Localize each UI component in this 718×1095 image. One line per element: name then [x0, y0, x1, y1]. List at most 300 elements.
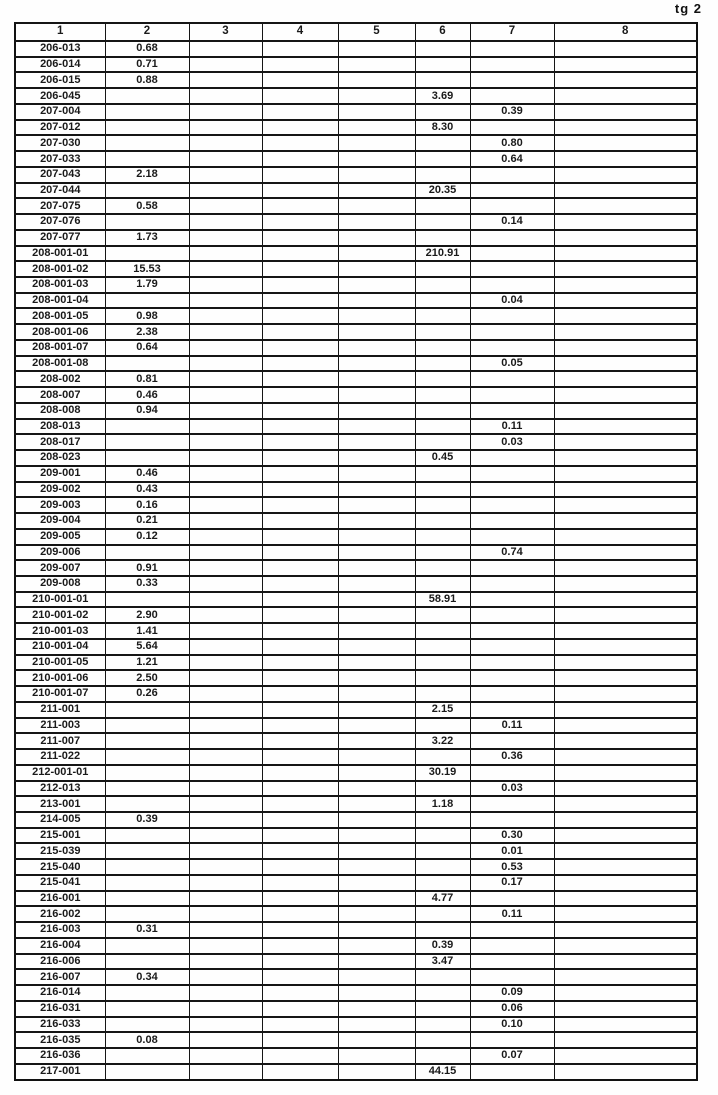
value-cell — [189, 592, 262, 608]
row-id-cell: 207-012 — [15, 120, 105, 136]
value-cell — [470, 230, 554, 246]
value-cell — [338, 639, 415, 655]
value-cell — [415, 781, 470, 797]
column-header: 1 — [15, 23, 105, 41]
table-header — [15, 23, 697, 41]
value-cell: 1.41 — [105, 623, 189, 639]
value-cell — [415, 749, 470, 765]
value-cell — [415, 466, 470, 482]
value-cell — [338, 261, 415, 277]
value-cell: 0.68 — [105, 41, 189, 57]
value-cell — [189, 686, 262, 702]
table-row — [15, 592, 697, 608]
value-cell — [554, 246, 697, 262]
value-cell — [470, 120, 554, 136]
table-row — [15, 812, 697, 828]
value-cell — [262, 906, 338, 922]
value-cell: 0.11 — [470, 718, 554, 734]
value-cell — [189, 954, 262, 970]
value-cell — [189, 340, 262, 356]
row-id-cell: 209-004 — [15, 513, 105, 529]
value-cell — [470, 482, 554, 498]
value-cell — [415, 560, 470, 576]
value-cell — [415, 41, 470, 57]
table-row — [15, 293, 697, 309]
value-cell — [415, 529, 470, 545]
value-cell — [470, 1032, 554, 1048]
value-cell — [338, 607, 415, 623]
value-cell: 0.12 — [105, 529, 189, 545]
value-cell — [554, 466, 697, 482]
value-cell — [262, 88, 338, 104]
value-cell — [338, 828, 415, 844]
value-cell — [105, 859, 189, 875]
value-cell — [554, 749, 697, 765]
value-cell — [262, 387, 338, 403]
table-row — [15, 718, 697, 734]
value-cell — [105, 1064, 189, 1080]
value-cell — [470, 922, 554, 938]
value-cell — [262, 167, 338, 183]
value-cell — [470, 41, 554, 57]
column-header: 7 — [470, 23, 554, 41]
value-cell — [105, 891, 189, 907]
row-id-cell: 216-033 — [15, 1017, 105, 1033]
table-row — [15, 875, 697, 891]
value-cell — [415, 72, 470, 88]
value-cell — [105, 545, 189, 561]
value-cell — [554, 497, 697, 513]
value-cell — [262, 859, 338, 875]
value-cell — [189, 308, 262, 324]
value-cell — [189, 356, 262, 372]
row-id-cell: 211-003 — [15, 718, 105, 734]
value-cell: 0.46 — [105, 387, 189, 403]
value-cell — [105, 954, 189, 970]
value-cell — [189, 41, 262, 57]
column-header: 3 — [189, 23, 262, 41]
value-cell — [189, 450, 262, 466]
value-cell — [554, 356, 697, 372]
table-row — [15, 891, 697, 907]
value-cell — [554, 906, 697, 922]
value-cell — [105, 293, 189, 309]
table-row — [15, 466, 697, 482]
value-cell — [262, 57, 338, 73]
value-cell — [105, 246, 189, 262]
value-cell: 0.98 — [105, 308, 189, 324]
table-row — [15, 403, 697, 419]
value-cell — [415, 545, 470, 561]
value-cell — [470, 72, 554, 88]
table-row — [15, 545, 697, 561]
value-cell — [415, 135, 470, 151]
value-cell — [105, 702, 189, 718]
table-row — [15, 985, 697, 1001]
value-cell — [415, 859, 470, 875]
value-cell: 0.74 — [470, 545, 554, 561]
value-cell — [470, 576, 554, 592]
table-row — [15, 702, 697, 718]
value-cell: 0.26 — [105, 686, 189, 702]
table-row — [15, 261, 697, 277]
value-cell — [262, 891, 338, 907]
value-cell — [262, 324, 338, 340]
value-cell — [189, 891, 262, 907]
value-cell — [470, 183, 554, 199]
value-cell — [189, 765, 262, 781]
value-cell — [189, 387, 262, 403]
row-id-cell: 209-001 — [15, 466, 105, 482]
value-cell — [415, 812, 470, 828]
value-cell — [554, 765, 697, 781]
value-cell — [554, 88, 697, 104]
value-cell — [470, 466, 554, 482]
table-row — [15, 1017, 697, 1033]
value-cell — [470, 954, 554, 970]
value-cell — [554, 781, 697, 797]
table-row — [15, 765, 697, 781]
table-row — [15, 828, 697, 844]
row-id-cell: 215-001 — [15, 828, 105, 844]
value-cell — [470, 607, 554, 623]
value-cell — [470, 261, 554, 277]
value-cell — [262, 670, 338, 686]
value-cell — [189, 922, 262, 938]
value-cell — [415, 639, 470, 655]
value-cell: 0.10 — [470, 1017, 554, 1033]
value-cell — [554, 167, 697, 183]
value-cell: 0.39 — [105, 812, 189, 828]
value-cell — [189, 812, 262, 828]
value-cell: 0.34 — [105, 969, 189, 985]
value-cell — [262, 623, 338, 639]
value-cell — [189, 1032, 262, 1048]
value-cell — [415, 1001, 470, 1017]
value-cell — [105, 733, 189, 749]
table-row — [15, 214, 697, 230]
value-cell — [262, 120, 338, 136]
value-cell — [554, 718, 697, 734]
value-cell — [338, 246, 415, 262]
value-cell — [554, 828, 697, 844]
value-cell — [415, 324, 470, 340]
value-cell — [189, 513, 262, 529]
row-id-cell: 216-002 — [15, 906, 105, 922]
row-id-cell: 208-001-05 — [15, 308, 105, 324]
value-cell — [470, 88, 554, 104]
value-cell — [338, 749, 415, 765]
value-cell — [262, 1017, 338, 1033]
value-cell — [189, 906, 262, 922]
table-row — [15, 57, 697, 73]
value-cell: 2.50 — [105, 670, 189, 686]
value-cell — [415, 434, 470, 450]
value-cell: 0.11 — [470, 906, 554, 922]
value-cell — [470, 340, 554, 356]
value-cell — [470, 623, 554, 639]
value-cell — [262, 812, 338, 828]
table-row — [15, 230, 697, 246]
value-cell: 3.22 — [415, 733, 470, 749]
row-id-cell: 207-004 — [15, 104, 105, 120]
value-cell — [554, 702, 697, 718]
value-cell — [415, 356, 470, 372]
value-cell: 2.15 — [415, 702, 470, 718]
value-cell — [105, 434, 189, 450]
value-cell — [470, 560, 554, 576]
value-cell — [189, 781, 262, 797]
value-cell — [415, 607, 470, 623]
value-cell — [338, 560, 415, 576]
row-id-cell: 212-013 — [15, 781, 105, 797]
value-cell — [415, 686, 470, 702]
table-row — [15, 371, 697, 387]
value-cell — [338, 72, 415, 88]
value-cell — [470, 167, 554, 183]
value-cell — [338, 529, 415, 545]
value-cell — [554, 891, 697, 907]
value-cell: 0.17 — [470, 875, 554, 891]
value-cell — [189, 828, 262, 844]
value-cell: 0.07 — [470, 1048, 554, 1064]
row-id-cell: 208-001-03 — [15, 277, 105, 293]
value-cell — [554, 859, 697, 875]
value-cell — [415, 828, 470, 844]
value-cell — [554, 513, 697, 529]
table-row — [15, 308, 697, 324]
value-cell — [262, 41, 338, 57]
value-cell — [338, 891, 415, 907]
row-id-cell: 209-005 — [15, 529, 105, 545]
row-id-cell: 210-001-01 — [15, 592, 105, 608]
table-row — [15, 639, 697, 655]
value-cell — [415, 1048, 470, 1064]
value-cell — [338, 324, 415, 340]
value-cell: 0.31 — [105, 922, 189, 938]
value-cell — [189, 466, 262, 482]
value-cell — [262, 922, 338, 938]
table-row — [15, 497, 697, 513]
value-cell — [470, 450, 554, 466]
table-row — [15, 749, 697, 765]
value-cell — [470, 639, 554, 655]
value-cell — [262, 639, 338, 655]
value-cell — [554, 812, 697, 828]
value-cell — [338, 167, 415, 183]
row-id-cell: 216-001 — [15, 891, 105, 907]
value-cell — [189, 120, 262, 136]
row-id-cell: 211-022 — [15, 749, 105, 765]
value-cell: 0.36 — [470, 749, 554, 765]
value-cell — [189, 72, 262, 88]
value-cell: 2.18 — [105, 167, 189, 183]
value-cell — [554, 686, 697, 702]
value-cell — [415, 293, 470, 309]
table-row — [15, 340, 697, 356]
value-cell — [338, 183, 415, 199]
table-row — [15, 906, 697, 922]
value-cell — [105, 718, 189, 734]
value-cell — [554, 969, 697, 985]
value-cell — [470, 198, 554, 214]
value-cell: 0.33 — [105, 576, 189, 592]
value-cell — [189, 655, 262, 671]
value-cell — [189, 733, 262, 749]
value-cell — [338, 403, 415, 419]
value-cell — [105, 419, 189, 435]
value-cell — [470, 686, 554, 702]
row-id-cell: 208-001-07 — [15, 340, 105, 356]
value-cell — [338, 655, 415, 671]
value-cell: 0.14 — [470, 214, 554, 230]
value-cell — [470, 938, 554, 954]
value-cell — [189, 261, 262, 277]
value-cell — [262, 104, 338, 120]
value-cell — [262, 576, 338, 592]
row-id-cell: 215-040 — [15, 859, 105, 875]
value-cell — [554, 198, 697, 214]
value-cell: 0.46 — [105, 466, 189, 482]
value-cell — [415, 718, 470, 734]
value-cell — [105, 592, 189, 608]
value-cell — [470, 246, 554, 262]
column-header: 6 — [415, 23, 470, 41]
value-cell — [554, 277, 697, 293]
value-cell — [189, 434, 262, 450]
value-cell — [338, 702, 415, 718]
value-cell — [189, 214, 262, 230]
value-cell: 0.81 — [105, 371, 189, 387]
value-cell — [262, 183, 338, 199]
table-row — [15, 387, 697, 403]
value-cell — [415, 1017, 470, 1033]
value-cell: 0.01 — [470, 843, 554, 859]
value-cell — [105, 88, 189, 104]
value-cell — [189, 1048, 262, 1064]
row-id-cell: 209-006 — [15, 545, 105, 561]
table-row — [15, 88, 697, 104]
row-id-cell: 209-008 — [15, 576, 105, 592]
table-row — [15, 419, 697, 435]
value-cell — [338, 419, 415, 435]
header-row — [15, 23, 697, 41]
value-cell — [262, 560, 338, 576]
value-cell — [262, 403, 338, 419]
value-cell — [415, 985, 470, 1001]
value-cell — [338, 1064, 415, 1080]
table-row — [15, 183, 697, 199]
value-cell — [338, 57, 415, 73]
value-cell — [189, 969, 262, 985]
value-cell — [262, 246, 338, 262]
value-cell — [415, 104, 470, 120]
row-id-cell: 216-035 — [15, 1032, 105, 1048]
value-cell — [415, 198, 470, 214]
value-cell — [189, 293, 262, 309]
value-cell — [554, 607, 697, 623]
table-row — [15, 623, 697, 639]
row-id-cell: 208-017 — [15, 434, 105, 450]
table-row — [15, 434, 697, 450]
value-cell — [189, 749, 262, 765]
value-cell — [189, 718, 262, 734]
value-cell — [338, 985, 415, 1001]
value-cell — [189, 482, 262, 498]
value-cell — [554, 340, 697, 356]
row-id-cell: 215-041 — [15, 875, 105, 891]
value-cell — [554, 482, 697, 498]
value-cell — [470, 1064, 554, 1080]
value-cell — [262, 781, 338, 797]
value-cell: 0.39 — [415, 938, 470, 954]
value-cell — [554, 371, 697, 387]
value-cell — [415, 906, 470, 922]
value-cell — [338, 812, 415, 828]
value-cell — [262, 497, 338, 513]
value-cell — [189, 104, 262, 120]
value-cell — [470, 497, 554, 513]
value-cell — [105, 796, 189, 812]
value-cell — [262, 1048, 338, 1064]
value-cell: 0.03 — [470, 781, 554, 797]
row-id-cell: 208-007 — [15, 387, 105, 403]
value-cell — [105, 749, 189, 765]
value-cell — [554, 151, 697, 167]
row-id-cell: 208-008 — [15, 403, 105, 419]
table-row — [15, 733, 697, 749]
value-cell — [338, 718, 415, 734]
value-cell: 0.09 — [470, 985, 554, 1001]
row-id-cell: 208-002 — [15, 371, 105, 387]
value-cell — [189, 623, 262, 639]
value-cell — [470, 387, 554, 403]
value-cell — [554, 545, 697, 561]
value-cell — [415, 230, 470, 246]
value-cell — [415, 922, 470, 938]
value-cell — [470, 57, 554, 73]
value-cell — [415, 576, 470, 592]
column-header: 5 — [338, 23, 415, 41]
value-cell — [415, 670, 470, 686]
value-cell — [338, 938, 415, 954]
table-row — [15, 670, 697, 686]
value-cell — [189, 88, 262, 104]
value-cell: 20.35 — [415, 183, 470, 199]
value-cell — [338, 434, 415, 450]
table-row — [15, 843, 697, 859]
table-row — [15, 796, 697, 812]
row-id-cell: 216-031 — [15, 1001, 105, 1017]
value-cell — [338, 308, 415, 324]
value-cell — [189, 1064, 262, 1080]
value-cell: 0.53 — [470, 859, 554, 875]
value-cell — [262, 686, 338, 702]
value-cell — [189, 324, 262, 340]
row-id-cell: 211-001 — [15, 702, 105, 718]
value-cell — [189, 183, 262, 199]
row-id-cell: 212-001-01 — [15, 765, 105, 781]
value-cell — [262, 1032, 338, 1048]
row-id-cell: 208-001-04 — [15, 293, 105, 309]
value-cell — [470, 513, 554, 529]
value-cell — [262, 434, 338, 450]
row-id-cell: 206-015 — [15, 72, 105, 88]
value-cell — [470, 592, 554, 608]
value-cell — [338, 545, 415, 561]
value-cell — [338, 482, 415, 498]
row-id-cell: 206-013 — [15, 41, 105, 57]
